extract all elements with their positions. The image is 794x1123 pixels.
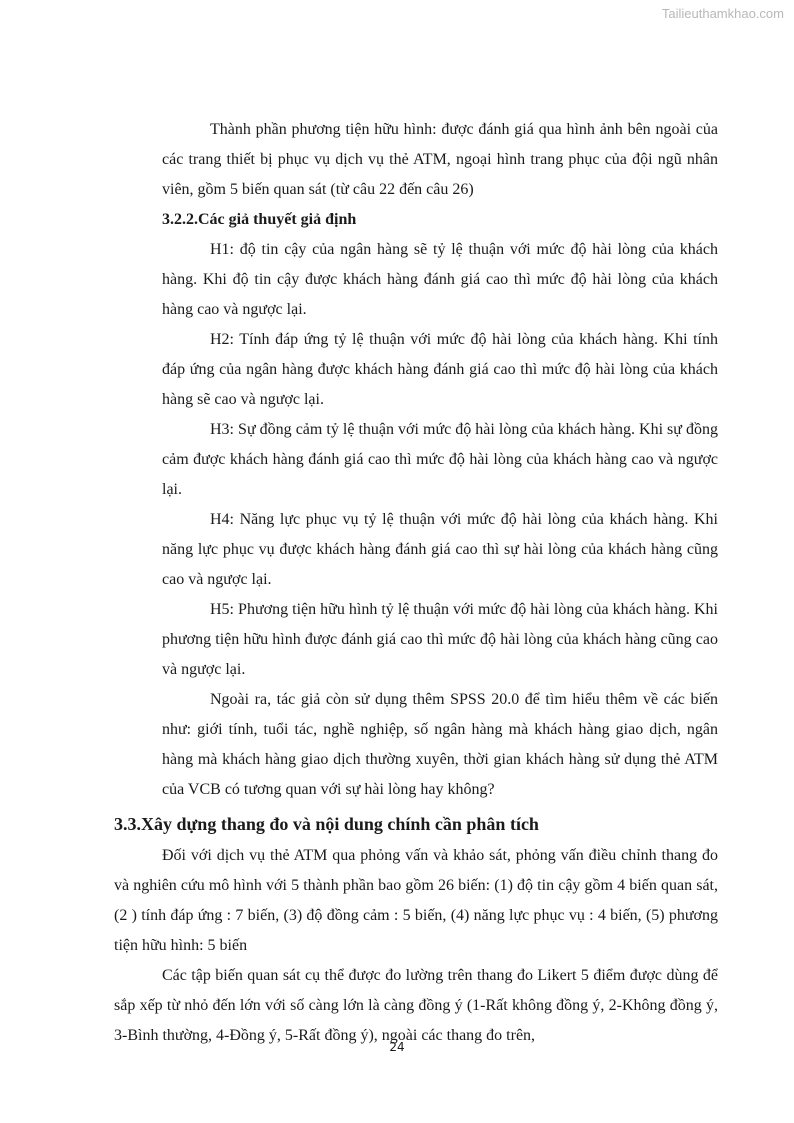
section-heading-3-3: 3.3.Xây dựng thang đo và nội dung chính cần phân tích [114,814,539,834]
hypothesis-h5: H5: Phương tiện hữu hình tỷ lệ thuận với mức độ hài lòng của khách hàng. Khi phương tiện hữu hình được đánh giá cao thì mức độ hài lòng của khách hàng cũng cao và ngược lại. [162,601,718,678]
section-heading-3-2-2: 3.2.2.Các giả thuyết giả định [162,211,357,228]
watermark: Tailieuthamkhao.com [661,6,784,21]
page-content [114,115,718,1051]
scale-paragraph: Đối với dịch vụ thẻ ATM qua phỏng vấn và khảo sát, phỏng vấn điều chỉnh thang đo và nghiên cứu mô hình với 5 thành phần bao gồm 26 biến: (1) độ tin cậy gồm 4 biến quan sát, (2 ) tính đáp ứng : 7 biến, (3) độ đồng cảm : 5 biến, (4) năng lực phục vụ : 4 biến, (5) phương tiện hữu hình: 5 biến [114,847,718,954]
hypothesis-h1: H1: độ tin cậy của ngân hàng sẽ tỷ lệ thuận với mức độ hài lòng của khách hàng. Khi độ tin cậy được khách hàng đánh giá cao thì mức độ hài lòng của khách hàng cao và ngược lại. [162,241,718,318]
intro-paragraph: Thành phần phương tiện hữu hình: được đánh giá qua hình ảnh bên ngoài của các trang thiết bị phục vụ dịch vụ thẻ ATM, ngoại hình trang phục của đội ngũ nhân viên, gồm 5 biến quan sát (từ câu 22 đến câu 26) [162,121,718,198]
hypothesis-h4: H4: Năng lực phục vụ tỷ lệ thuận với mức độ hài lòng của khách hàng. Khi năng lực phục vụ được khách hàng đánh giá cao thì sự hài lòng của khách hàng cũng cao và ngược lại. [162,511,718,588]
likert-paragraph: Các tập biến quan sát cụ thể được đo lường trên thang đo Likert 5 điểm được dùng để sắp xếp từ nhỏ đến lớn với số càng lớn là càng đồng ý (1-Rất không đồng ý, 2-Không đồng ý, 3-Bình thường, 4-Đồng ý, 5-Rất đồng ý), ngoài các thang đo trên, [114,967,718,1044]
spss-paragraph: Ngoài ra, tác giả còn sử dụng thêm SPSS 20.0 để tìm hiểu thêm về các biến như: giới tính, tuổi tác, nghề nghiệp, số ngân hàng mà khách hàng giao dịch, ngân hàng mà khách hàng giao dịch thường xuyên, thời gian khách hàng sử dụng thẻ ATM của VCB có tương quan với sự hài lòng hay không? [162,691,718,798]
hypothesis-h3: H3: Sự đồng cảm tỷ lệ thuận với mức độ hài lòng của khách hàng. Khi sự đồng cảm được khách hàng đánh giá cao thì mức độ hài lòng của khách hàng cao và ngược lại. [162,421,718,498]
page-number: 24 [389,1040,405,1054]
section-3-3-body [114,841,718,1051]
hypothesis-h2: H2: Tính đáp ứng tỷ lệ thuận với mức độ hài lòng của khách hàng. Khi tính đáp ứng của ngân hàng được khách hàng đánh giá cao thì mức độ hài lòng của khách hàng sẽ cao và ngược lại. [162,331,718,408]
